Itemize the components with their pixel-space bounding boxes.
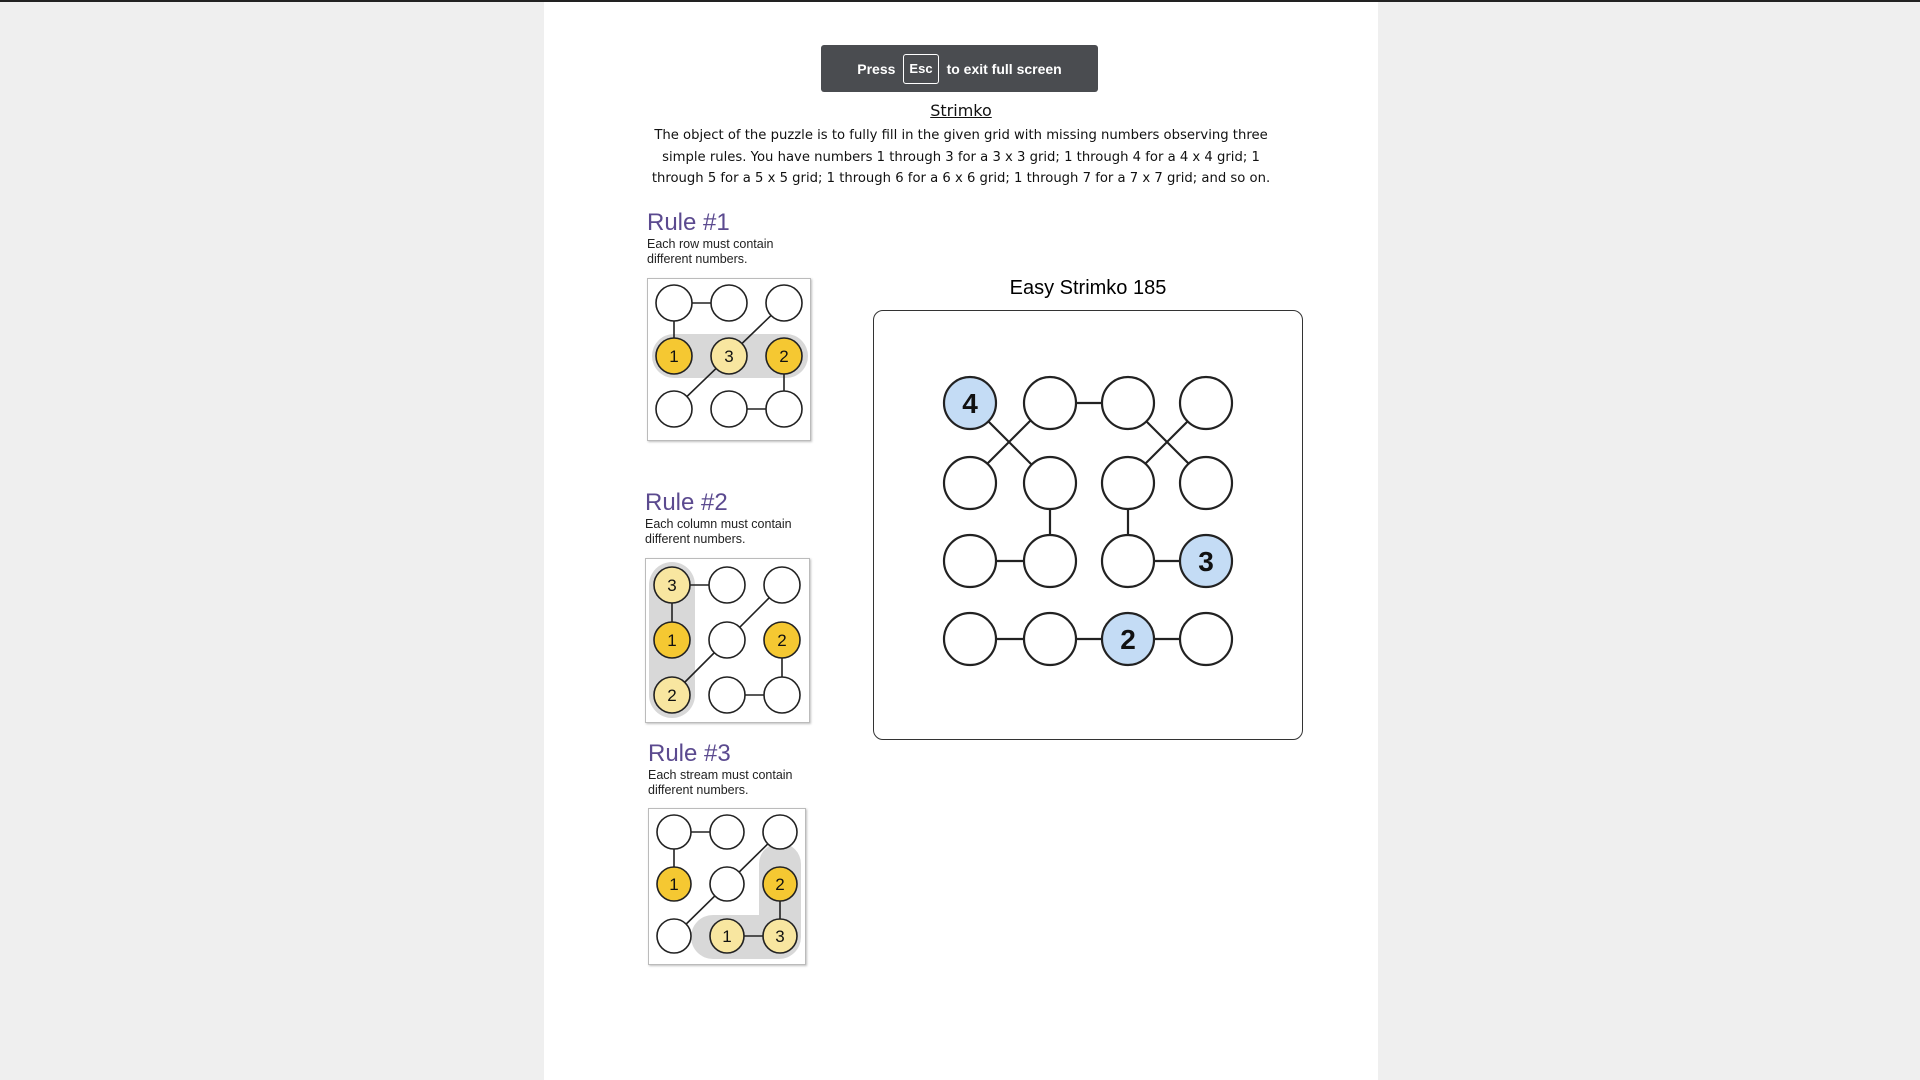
rule-2-cell-2-2 — [764, 677, 800, 713]
puzzle-cell-2-2[interactable] — [1102, 535, 1154, 587]
rule-1-cell-2-1 — [711, 391, 747, 427]
rule-2-text: Each column must contain different numbers. — [645, 517, 792, 546]
puzzle-cell-2-1-circle[interactable] — [1024, 535, 1076, 587]
rule-1-cell-1-1-value: 3 — [724, 347, 734, 367]
rule-3-heading: Rule #3 — [648, 740, 731, 767]
puzzle-cell-3-1-circle[interactable] — [1024, 613, 1076, 665]
puzzle-cell-2-0-circle[interactable] — [944, 535, 996, 587]
rule-2-heading: Rule #2 — [645, 489, 728, 516]
rule-2-cell-1-0 — [654, 622, 690, 658]
rule-1-cell-2-1-circle — [711, 391, 747, 427]
puzzle-cell-3-1[interactable] — [1024, 613, 1076, 665]
puzzle-svg — [874, 311, 1302, 739]
rule-3-cell-0-2-circle — [763, 815, 797, 849]
puzzle-cell-3-0[interactable] — [944, 613, 996, 665]
rule-1-diagram — [647, 278, 811, 441]
puzzle-cell-3-3[interactable] — [1180, 613, 1232, 665]
rule-3-cell-1-1-circle — [710, 867, 744, 901]
fullscreen-exit-banner — [821, 45, 1098, 92]
esc-key[interactable]: Esc — [903, 54, 938, 84]
rule-3-cell-1-0 — [657, 867, 691, 901]
rule-3-cell-1-2-value: 2 — [775, 875, 785, 895]
rule-3-diagram — [648, 808, 806, 965]
rule-3-svg — [649, 809, 805, 964]
rule-1-cell-0-1 — [711, 285, 747, 321]
puzzle-cell-3-2-value: 2 — [1120, 624, 1136, 656]
rule-1-cell-0-0-circle — [656, 285, 692, 321]
puzzle-cell-0-3[interactable] — [1180, 377, 1232, 429]
puzzle-cell-1-1-circle[interactable] — [1024, 457, 1076, 509]
rule-1-cell-0-2-circle — [766, 285, 802, 321]
puzzle-cell-0-1[interactable] — [1024, 377, 1076, 429]
rule-1-cell-0-2 — [766, 285, 802, 321]
puzzle-cell-1-2[interactable] — [1102, 457, 1154, 509]
rule-1-cell-2-0 — [656, 391, 692, 427]
puzzle-cell-2-1[interactable] — [1024, 535, 1076, 587]
rule-1-cell-1-1 — [711, 338, 747, 374]
puzzle-cell-2-2-circle[interactable] — [1102, 535, 1154, 587]
rule-3-cell-2-1 — [710, 919, 744, 953]
puzzle-cell-2-3 — [1180, 535, 1232, 587]
rule-2-cell-0-1 — [709, 567, 745, 603]
rule-2-nodes — [654, 567, 800, 713]
puzzle-cell-0-3-circle[interactable] — [1180, 377, 1232, 429]
rule-2-cell-2-1 — [709, 677, 745, 713]
rule-2-cell-0-2-circle — [764, 567, 800, 603]
rule-3-cell-0-0 — [657, 815, 691, 849]
puzzle-cell-2-3-value: 3 — [1198, 546, 1214, 578]
rule-3-cell-0-2 — [763, 815, 797, 849]
rule-1-cell-1-0 — [656, 338, 692, 374]
puzzle-cell-0-0-value: 4 — [962, 388, 978, 420]
rule-1-cell-0-1-circle — [711, 285, 747, 321]
rule-2-cell-2-2-circle — [764, 677, 800, 713]
puzzle-cell-3-3-circle[interactable] — [1180, 613, 1232, 665]
rule-2-cell-1-2-value: 2 — [777, 631, 787, 651]
rule-3-cell-1-0-value: 1 — [669, 875, 679, 895]
rule-3-text: Each stream must contain different numbers. — [648, 768, 793, 797]
puzzle-cell-0-2-circle[interactable] — [1102, 377, 1154, 429]
rule-3-cell-1-2 — [763, 867, 797, 901]
rule-2-cell-2-1-circle — [709, 677, 745, 713]
rule-1-cell-0-0 — [656, 285, 692, 321]
puzzle-cell-1-3-circle[interactable] — [1180, 457, 1232, 509]
rule-3-cell-0-1 — [710, 815, 744, 849]
rule-1-nodes — [656, 285, 802, 427]
puzzle-cell-1-2-circle[interactable] — [1102, 457, 1154, 509]
puzzle-cell-3-2 — [1102, 613, 1154, 665]
puzzle-cell-0-2[interactable] — [1102, 377, 1154, 429]
puzzle-cell-0-1-circle[interactable] — [1024, 377, 1076, 429]
rule-2-diagram — [645, 558, 810, 723]
puzzle-cells — [944, 377, 1232, 665]
rule-2-cell-1-1 — [709, 622, 745, 658]
rule-3-cell-2-2-value: 3 — [775, 927, 785, 947]
puzzle-cell-2-0[interactable] — [944, 535, 996, 587]
page-description: The object of the puzzle is to fully fill in the given grid with missing numbers observing three simple rules. You have numbers 1 through 3 for a 3 x 3 grid; 1 through 4 for a 4 x 4 grid; 1 through 5 for a 5 x 5 grid; 1 through 6 for a 6 x 6 grid; 1 through 7 for a 7 x 7 grid; and so on. — [651, 128, 1271, 186]
rule-1-svg — [648, 279, 810, 440]
rule-2-svg — [646, 559, 809, 722]
banner-press-text: Press — [857, 60, 896, 77]
rule-3-cell-2-0-circle — [657, 919, 691, 953]
rule-1-cell-2-2 — [766, 391, 802, 427]
puzzle-cell-1-0-circle[interactable] — [944, 457, 996, 509]
rule-2-cell-1-0-value: 1 — [667, 631, 677, 651]
rule-3-cell-2-1-value: 1 — [722, 927, 732, 947]
puzzle-cell-0-0 — [944, 377, 996, 429]
rule-1-cell-2-2-circle — [766, 391, 802, 427]
rule-2-cell-0-0-value: 3 — [667, 576, 677, 596]
stream-connections — [970, 403, 1206, 639]
banner-message-text: to exit full screen — [946, 60, 1062, 77]
rule-3-cell-0-1-circle — [710, 815, 744, 849]
rule-2-cell-1-2 — [764, 622, 800, 658]
rule-1-cell-1-2-value: 2 — [779, 347, 789, 367]
rule-3-cell-1-1 — [710, 867, 744, 901]
rule-2-cell-0-0 — [654, 567, 690, 603]
rule-2-cell-1-1-circle — [709, 622, 745, 658]
rule-3-cell-2-2 — [763, 919, 797, 953]
rule-1-heading: Rule #1 — [647, 209, 730, 236]
rule-2-cell-2-0-value: 2 — [667, 686, 677, 706]
puzzle-cell-1-3[interactable] — [1180, 457, 1232, 509]
puzzle-title: Easy Strimko 185 — [1009, 277, 1167, 299]
rule-2-cell-0-2 — [764, 567, 800, 603]
rule-2-cell-2-0 — [654, 677, 690, 713]
rule-1-cell-2-0-circle — [656, 391, 692, 427]
puzzle-cell-3-0-circle[interactable] — [944, 613, 996, 665]
puzzle-cell-1-1[interactable] — [1024, 457, 1076, 509]
rule-1-text: Each row must contain different numbers. — [647, 237, 774, 266]
puzzle-board — [873, 310, 1303, 740]
rule-3-cell-2-0 — [657, 919, 691, 953]
rule-3-nodes — [657, 815, 797, 953]
rule-1-cell-1-0-value: 1 — [669, 347, 679, 367]
page-title: Strimko — [930, 101, 992, 120]
rule-3-cell-0-0-circle — [657, 815, 691, 849]
rule-1-cell-1-2 — [766, 338, 802, 374]
rule-2-cell-0-1-circle — [709, 567, 745, 603]
puzzle-cell-1-0[interactable] — [944, 457, 996, 509]
